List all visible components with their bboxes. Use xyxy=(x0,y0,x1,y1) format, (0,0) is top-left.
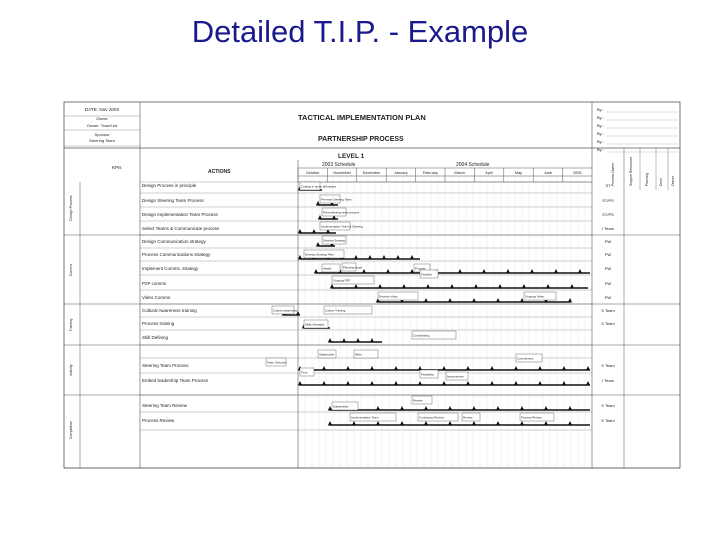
note-text: Culture Training xyxy=(325,308,346,313)
note-text: Implementation Team & Steering xyxy=(321,224,363,229)
note-text: Develop Video xyxy=(379,294,398,299)
note-text: Improvement xyxy=(447,374,464,379)
action-label: Embed leadership Team Process xyxy=(142,378,208,383)
action-label: Process Communications strategy xyxy=(142,252,211,257)
owner-label: ST/PS xyxy=(602,212,614,217)
owner-label: I Team xyxy=(602,378,614,383)
note-text: Develop Strategy xyxy=(323,238,346,243)
note-text: Culture awareness xyxy=(273,308,298,313)
action-label: Design Steering Team Process xyxy=(142,198,204,203)
action-label: P2P comms xyxy=(142,281,167,286)
header-left-line: Steering Team xyxy=(89,138,115,143)
doc-subtitle: PARTNERSHIP PROCESS xyxy=(318,136,404,143)
doc-title: TACTICAL IMPLEMENTATION PLAN xyxy=(298,113,426,122)
by-label: By: xyxy=(597,107,603,112)
owner-label: ST xyxy=(605,183,611,188)
right-header: Process Owner xyxy=(611,162,615,186)
kpis-label: KPIs xyxy=(112,165,122,170)
section-label: Completion xyxy=(69,420,73,440)
note-text: Time xyxy=(301,370,308,375)
action-label: Steering Team Review xyxy=(142,403,187,408)
actions-label: ACTIONS xyxy=(208,169,231,175)
action-label: Implement Comms. strategy xyxy=(142,266,199,271)
note-text: Commitment xyxy=(517,356,534,361)
header-left-line: Owner xyxy=(96,116,108,121)
note-text: Process Review xyxy=(521,415,542,420)
note-text: Feasibility xyxy=(421,372,434,377)
owner-label: S Team xyxy=(601,418,615,423)
note-text: Feasible xyxy=(421,272,432,277)
section-label: Training xyxy=(69,318,73,332)
note-text: Award xyxy=(323,266,332,271)
month-label: January xyxy=(394,171,408,175)
by-label: By: xyxy=(597,123,603,128)
month-label: February xyxy=(422,171,438,175)
note-text: Pre-rethinking team process xyxy=(323,210,360,215)
owner-label: PW xyxy=(604,252,612,257)
note-text: Develop Strategy Plan xyxy=(305,252,334,257)
by-label: By: xyxy=(597,131,603,136)
note-text: Stakeholder xyxy=(319,352,335,357)
schedule-2003: 2003 Schedule xyxy=(322,162,356,168)
action-label: Cultural Awareness training xyxy=(142,308,197,313)
note-text: Implementation Team xyxy=(351,415,379,420)
section-label: Activity xyxy=(69,364,73,376)
slide-title: Detailed T.I.P. - Example xyxy=(191,14,529,49)
month-label: March xyxy=(454,171,465,175)
note-text: Ongoing Video xyxy=(525,294,545,299)
owner-label: S Team xyxy=(601,403,615,408)
level-label: LEVEL 1 xyxy=(338,153,365,160)
action-label: Steering Team Process xyxy=(142,363,189,368)
note-text: Stakeholder xyxy=(333,404,349,409)
right-header: Planning xyxy=(645,172,649,186)
owner-label: I Team xyxy=(602,226,614,231)
owner-label: S Team xyxy=(601,321,615,326)
header-left-line: DATE: Nov 2003 xyxy=(84,107,120,112)
action-label: Design Implementation Team Process xyxy=(142,212,218,217)
right-header: Owner xyxy=(671,176,675,186)
header-left-line: Sponsor xyxy=(94,132,110,137)
owner-label: PW xyxy=(604,266,612,271)
action-label: Process training xyxy=(142,321,175,326)
section-label: Design Process xyxy=(69,195,73,221)
month-label: May xyxy=(514,171,523,175)
right-header: Support Resources xyxy=(629,156,633,186)
note-text: Process xyxy=(415,266,426,271)
note-text: Planning steps xyxy=(343,265,362,270)
owner-label: S Team xyxy=(601,308,615,313)
month-label: 2005 xyxy=(573,171,582,175)
month-label: October xyxy=(305,171,320,175)
owner-label: S Team xyxy=(601,363,615,368)
by-label: By: xyxy=(597,115,603,120)
action-label: Design Communication strategy xyxy=(142,239,206,244)
section-label: Comms xyxy=(69,263,73,277)
note-text: Ongoing P2P xyxy=(333,278,351,283)
owner-label: PW xyxy=(604,281,612,286)
by-label: By: xyxy=(597,147,603,152)
action-label: Video Comms xyxy=(142,295,171,300)
right-header: Done xyxy=(659,177,663,186)
note-text: Continuous Review xyxy=(419,415,444,420)
note-text: Review xyxy=(413,398,423,403)
action-label: Process Review xyxy=(142,418,175,423)
month-label: November xyxy=(333,171,351,175)
note-text: Write xyxy=(355,352,362,357)
owner-label: ST/PS xyxy=(602,198,614,203)
note-text: Pre-read Steering Team xyxy=(321,197,352,202)
note-text: Coordinating xyxy=(413,333,430,338)
month-label: December xyxy=(362,171,381,175)
note-text: Review xyxy=(463,415,473,420)
action-label: Design Process in principle xyxy=(142,183,197,188)
month-label: June xyxy=(543,171,553,175)
schedule-2004: 2004 Schedule xyxy=(456,162,490,168)
by-label: By: xyxy=(597,139,603,144)
month-label: April xyxy=(485,171,493,175)
action-label: Select Teams & Communicate process xyxy=(142,226,220,231)
note-text: Skills Arranged xyxy=(305,322,325,327)
owner-label: PW xyxy=(604,295,612,300)
header-left-line: Owner: Travel ed xyxy=(86,123,118,128)
note-text: Team Selection xyxy=(267,360,287,365)
action-label: Skill Defining xyxy=(142,335,169,340)
owner-label: PW xyxy=(604,239,612,244)
note-text: Catalog in dome all leaders xyxy=(301,184,337,189)
